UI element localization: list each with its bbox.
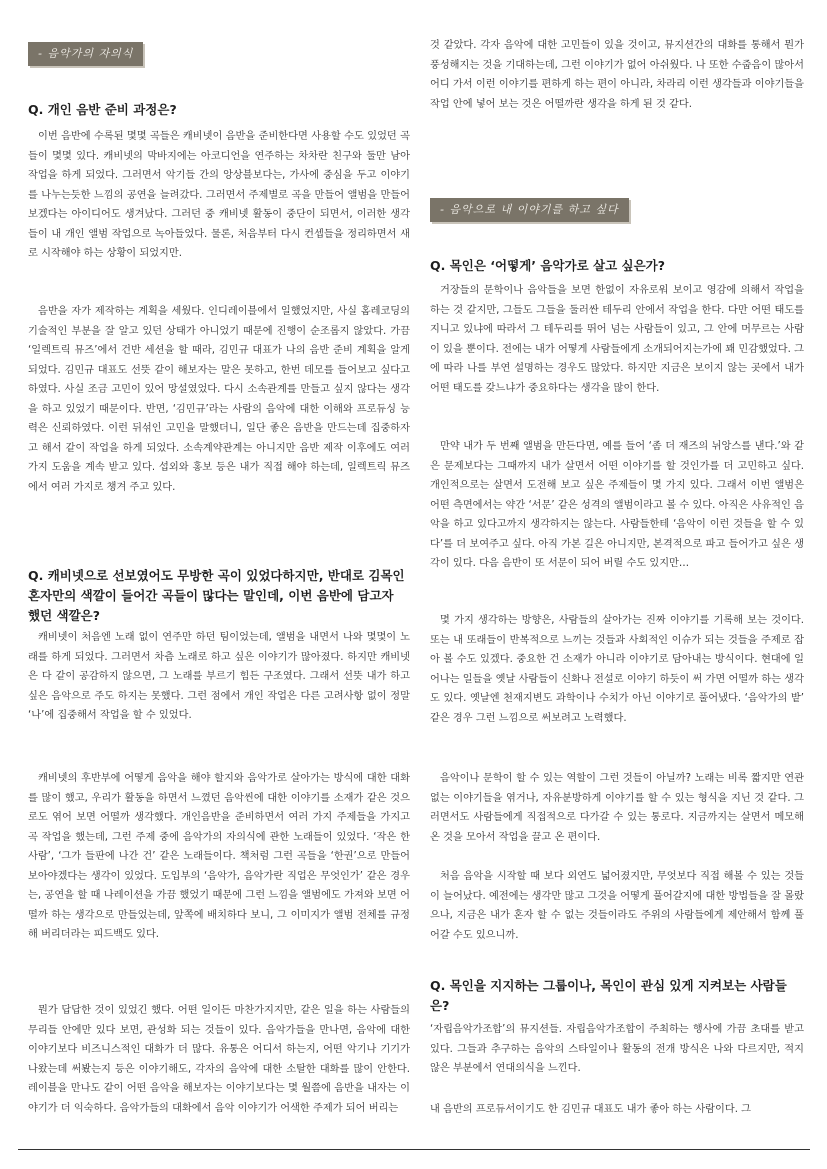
paragraph: 몇 가지 생각하는 방향은, 사람들의 살아가는 진짜 이야기를 기록해 보는 것이다. 또는 내 또래들이 반복적으로 느끼는 것들과 사회적인 이슈가 되는 것들을 주제로 잡아 볼 수도 있겠다. 중요한 건 소재가 아니라 이야기로 담아내는 방식이다. 현대에 일어나는 일들을 옛날 사람들이 신화나 전설로 이야기 하듯이 써 가면 어떨까 하는 생각도 있다. 옛날엔 천재지변도 과학이나 수치가 아닌 이야기로 풀어냈다. ‘음악가의 밭’ 같은 경우 그런 느낌으로 써보려고 노력했다. — [430, 615, 804, 724]
footer-divider — [18, 1149, 810, 1150]
question-heading: Q. 목인을 지지하는 그룹이나, 목인이 관심 있게 지켜보는 사람들은? — [430, 978, 787, 1013]
paragraph: 처음 음악을 시작할 때 보다 외연도 넓어졌지만, 무엇보다 직접 해볼 수 있는 것들이 늘어났다. 예전에는 생각만 많고 그것을 어떻게 풀어갈지에 대한 방법들을 잘 몰랐으나, 지금은 내가 혼자 할 수 없는 것들이라도 주위의 사람들에게 제안해서 함께 풀어갈 수도 있으니까. — [430, 871, 804, 941]
paragraph: ‘자립음악가조합’의 뮤지션들. 자립음악가조합이 주최하는 행사에 가끔 초대를 받고 있다. 그들과 추구하는 음악의 스타일이나 활동의 전개 방식은 나와 다르지만, 적지 않은 부분에서 연대의식을 느낀다. — [430, 1024, 804, 1074]
paragraph: 음악이나 문학이 할 수 있는 역할이 그런 것들이 아닐까? 노래는 비록 짧지만 연관 없는 이야기들을 엮거나, 자유분방하게 이야기를 할 수 있는 형식을 지닌 것 같다. 그러면서도 사람들에게 직접적으로 다가갈 수 있는 통로다. 지금까지는 살면서 메모해온 것을 모아서 작업을 끌고 온 편이다. — [430, 773, 804, 843]
paragraph: 것 같았다. 각자 음악에 대한 고민들이 있을 것이고, 뮤지션간의 대화를 통해서 뭔가 풍성해지는 것을 기대하는데, 그런 이야기가 없어 아쉬웠다. 나 또한 수줍음이 많아서 어디 가서 이런 이야기를 편하게 하는 편이 아니라, 차라리 이런 생각들과 이야기들을 작업 안에 넣어 보는 것은 어떨까란 생각을 하게 된 것 같다. — [430, 40, 804, 110]
paragraph: 이번 음반에 수록된 몇몇 곡들은 캐비넷이 음반을 준비한다면 사용할 수도 있었던 곡들이 몇몇 있다. 캐비넷의 막바지에는 아코디언을 연주하는 차차란 친구와 둘만 남아 작업을 하게 되었다. 그러면서 악기들 간의 앙상블보다는, 가사에 중심을 두고 이야기를 나누는듯한 느낌의 공연을 늘려갔다. 그러면서 주제별로 곡을 만들어 앨범을 만들어 보겠다는 아이디어도 생겨났다. 그러던 중 캐비넷 활동이 중단이 되면서, 이러한 생각들이 내 개인 앨범 작업으로 녹아들었다. 물론, 처음부터 다시 컨셉들을 정리하면서 새로 시작해야 하는 상황이 되었지만. — [28, 131, 410, 259]
paragraph: 음반을 자가 제작하는 계획을 세웠다. 인디레이블에서 일했었지만, 사실 홈레코딩의 기술적인 부분을 잘 알고 있던 상태가 아니었기 때문에 진행이 순조롭지 않았다. 가끔 ‘일렉트릭 뮤즈’에서 건반 세션을 할 때라, 김민규 대표가 나의 음반 준비 계획을 알게 되었다. 김민규 대표도 선뜻 같이 해보자는 말은 못하고, 한번 데모를 들어보고 싶다고 하였다. 사실 조금 고민이 있어 망설였었다. 다시 소속관계를 만들고 싶지 않다는 생각을 하고 있었기 때문이다. 반면, ‘김민규’라는 사람의 음악에 대한 이해와 프로듀싱 능력은 신뢰하였다. 이런 뒤섞인 고민을 말했더니, 일단 좋은 음반을 만드는데 집중하자고 해서 같이 작업을 하게 되었다. 소속계약관계는 아니지만 음반 제작 이후에도 여러 가지 도움을 계속 받고 있다. 섭외와 홍보 등은 내가 직접 해야 하는데, 일렉트릭 뮤즈에서 여러 가지로 챙겨 주고 있다. — [28, 306, 410, 493]
paragraph: 뭔가 답답한 것이 있었긴 했다. 어떤 일이든 마찬가지지만, 같은 일을 하는 사람들의 무리들 안에만 있다 보면, 관성화 되는 것들이 있다. 음악가들을 만나면, 음악에 대한 이야기보다 비즈니스적인 대화가 더 많다. 유통은 어디서 하는지, 어떤 악기나 기기가 나왔는데 써봤는지 등은 이야기해도, 각자의 음악에 대한 소탈한 대화를 많이 안한다. 레이블을 만나도 같이 어떤 음악을 해보자는 이야기보다는 몇 월쯤에 음반을 내자는 이야기가 더 익숙하다. 음악가들의 대화에서 음악 이야기가 어색한 주제가 되어 버리는 — [28, 1005, 410, 1114]
paragraph: 거장들의 문학이나 음악들을 보면 한없이 자유로워 보이고 영감에 의해서 작업을 하는 것 같지만, 그들도 그들을 둘러싼 테두리 안에서 작업을 한다. 다만 어떤 태도를 지니고 있냐에 따라서 그 테두리를 뛰어 넘는 사람들이 있고, 그 안에 머무르는 사람이 있을 뿐이다. 전에는 내가 어떻게 사람들에게 소개되어지는가에 꽤 민감했었다. 그에 따라 나를 부연 설명하는 경우도 많았다. 하지만 지금은 보이지 않는 곳에서 내가 어떤 태도를 갖느냐가 중요하다는 생각을 많이 한다. — [430, 285, 804, 394]
question-heading: Q. 목인은 ‘어떻게’ 음악가로 살고 싶은가? — [430, 258, 666, 273]
question-heading: Q. 캐비넷으로 선보였어도 무방한 곡이 있었다하지만, 반대로 김목인 혼자만의 색깔이 들어간 곡들이 많다는 말인데, 이번 음반에 담고자 했던 색깔은? — [28, 568, 405, 623]
question-heading: Q. 개인 음반 준비 과정은? — [28, 102, 177, 117]
paragraph: 캐비넷의 후반부에 어떻게 음악을 해야 할지와 음악가로 살아가는 방식에 대한 대화를 많이 했고, 우리가 활동을 하면서 느꼈던 음악씬에 대한 이야기를 소재가 같은 것으로도 엮어 보면 어떨까 생각했다. 개인음반을 준비하면서 여러 가지 주제들을 가지고 곡 작업을 했는데, 그런 주제 중에 음악가의 자의식에 관한 노래들이 있었다. ‘작은 한사람’, ‘그가 들판에 나간 건’ 같은 노래들이다. 책처럼 그런 곡들을 ‘한권’으로 만들어 보아야겠다는 생각이 있었다. 도입부의 ‘음악가, 음악가란 직업은 무엇인가’ 같은 경우는, 공연을 할 때 나레이션을 가끔 했었기 때문에 그런 느낌을 앨범에도 가져와 보면 어떨까 하는 생각으로 만들었는데, 앞쪽에 배치하다 보니, 그 이미지가 앨범 전체를 규정해 버리더라는 피드백도 있다. — [28, 773, 410, 940]
paragraph: 만약 내가 두 번째 앨범을 만든다면, 예를 들어 ‘좀 더 재즈의 뉘앙스를 낸다.’와 같은 문제보다는 그때까지 내가 살면서 어떤 이야기를 할 것인가를 더 고민하고 싶다. 개인적으로는 살면서 도전해 보고 싶은 주제들이 몇 가지 있다. 그래서 이번 앨범은 어떤 측면에서는 약간 ‘서문’ 같은 성격의 앨범이라고 볼 수 있다. 아직은 사유적인 음악을 하고 있다고까지 생각하지는 않는다. 사람들한테 ‘음악이 이런 것들을 할 수 있다’를 더 보여주고 싶다. 아직 가본 길은 아니지만, 본격적으로 파고 들어가고 싶은 생각이 있다. 다음 음반이 또 서문이 되어 버릴 수도 있지만… — [430, 441, 804, 569]
paragraph: 캐비넷이 처음엔 노래 없이 연주만 하던 팀이었는데, 앨범을 내면서 나와 몇몇이 노래를 하게 되었다. 그러면서 차츰 노래로 하고 싶은 이야기가 많아졌다. 하지만 캐비넷은 다 같이 공감하지 않으면, 그 노래를 부르기 힘든 구조였다. 그래서 선뜻 내가 하고 싶은 음악으로 주도 하지는 못했다. 그런 점에서 개인 작업은 다른 고려사항 없이 정말 ‘나’에 집중해서 작업을 할 수 있었다. — [28, 632, 410, 721]
paragraph: 내 음반의 프로듀서이기도 한 김민규 대표도 내가 좋아 하는 사람이다. 그 — [430, 1104, 752, 1115]
section-tab-artist-consciousness: - 음악가의 자의식 — [28, 42, 143, 66]
section-tab-my-story: - 음악으로 내 이야기를 하고 싶다 — [430, 198, 629, 222]
